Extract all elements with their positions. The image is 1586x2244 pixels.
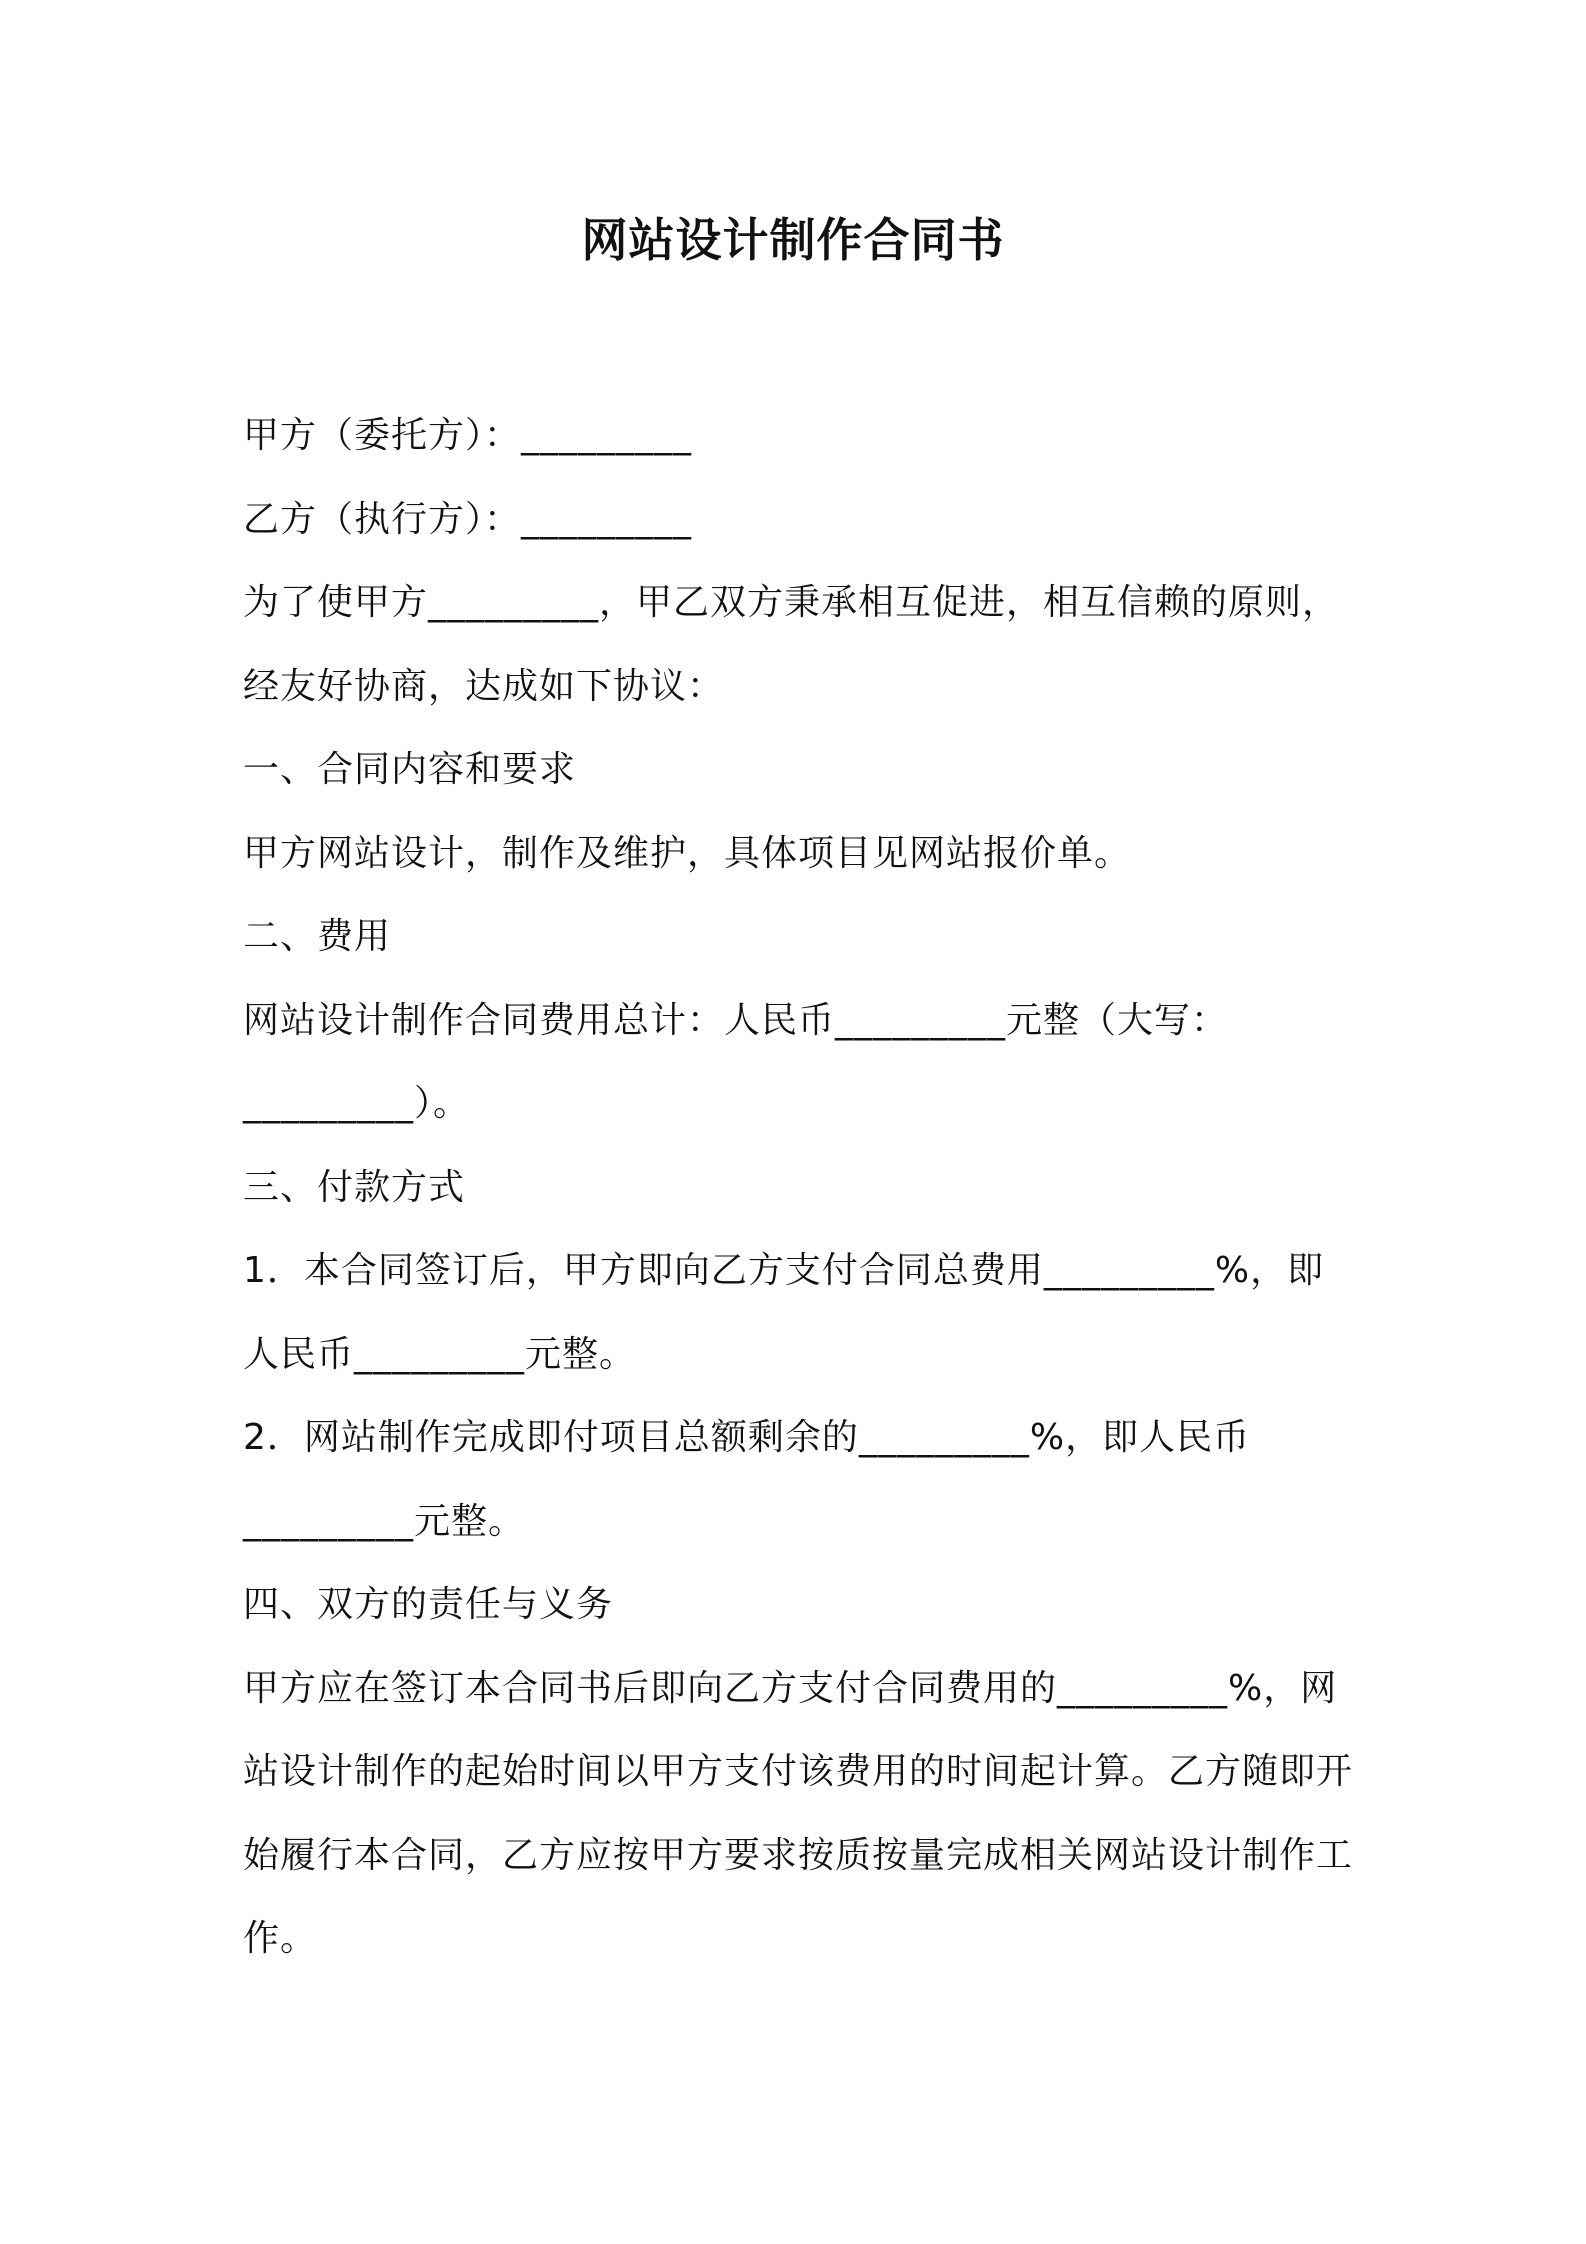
section-1-text: 甲方网站设计，制作及维护，具体项目见网站报价单。 <box>243 833 1132 874</box>
party-b-line: 乙方（执行方）：_________ <box>243 499 693 540</box>
payment-2-line-2: _________元整。 <box>243 1501 526 1542</box>
payment-2-line-1: 2．网站制作完成即付项目总额剩余的_________%，即人民币 <box>243 1417 1251 1458</box>
payment-1-line-1: 1．本合同签订后，甲方即向乙方支付合同总费用_________%，即 <box>243 1250 1325 1291</box>
section-4-line-2: 站设计制作的起始时间以甲方支付该费用的时间起计算。乙方随即开 <box>243 1751 1354 1792</box>
payment-1-line-2: 人民币_________元整。 <box>243 1334 637 1375</box>
section-4-line-1: 甲方应在签订本合同书后即向乙方支付合同费用的_________%，网 <box>243 1668 1338 1709</box>
section-4-line-4: 作。 <box>243 1918 318 1959</box>
fee-line-1: 网站设计制作合同费用总计：人民币_________元整（大写： <box>243 1000 1229 1041</box>
preamble-line-2: 经友好协商，达成如下协议： <box>243 666 725 707</box>
section-heading-3: 三、付款方式 <box>243 1167 466 1208</box>
section-4-line-3: 始履行本合同，乙方应按甲方要求按质按量完成相关网站设计制作工 <box>243 1835 1354 1876</box>
section-heading-4: 四、双方的责任与义务 <box>243 1584 614 1625</box>
party-a-line: 甲方（委托方）：_________ <box>243 415 693 456</box>
document-title: 网站设计制作合同书 <box>581 213 1005 267</box>
fee-line-2: _________）。 <box>243 1083 471 1124</box>
preamble-line-1: 为了使甲方_________，甲乙双方秉承相互促进，相互信赖的原则， <box>243 582 1340 623</box>
section-heading-2: 二、费用 <box>243 916 392 957</box>
section-heading-1: 一、合同内容和要求 <box>243 749 577 790</box>
